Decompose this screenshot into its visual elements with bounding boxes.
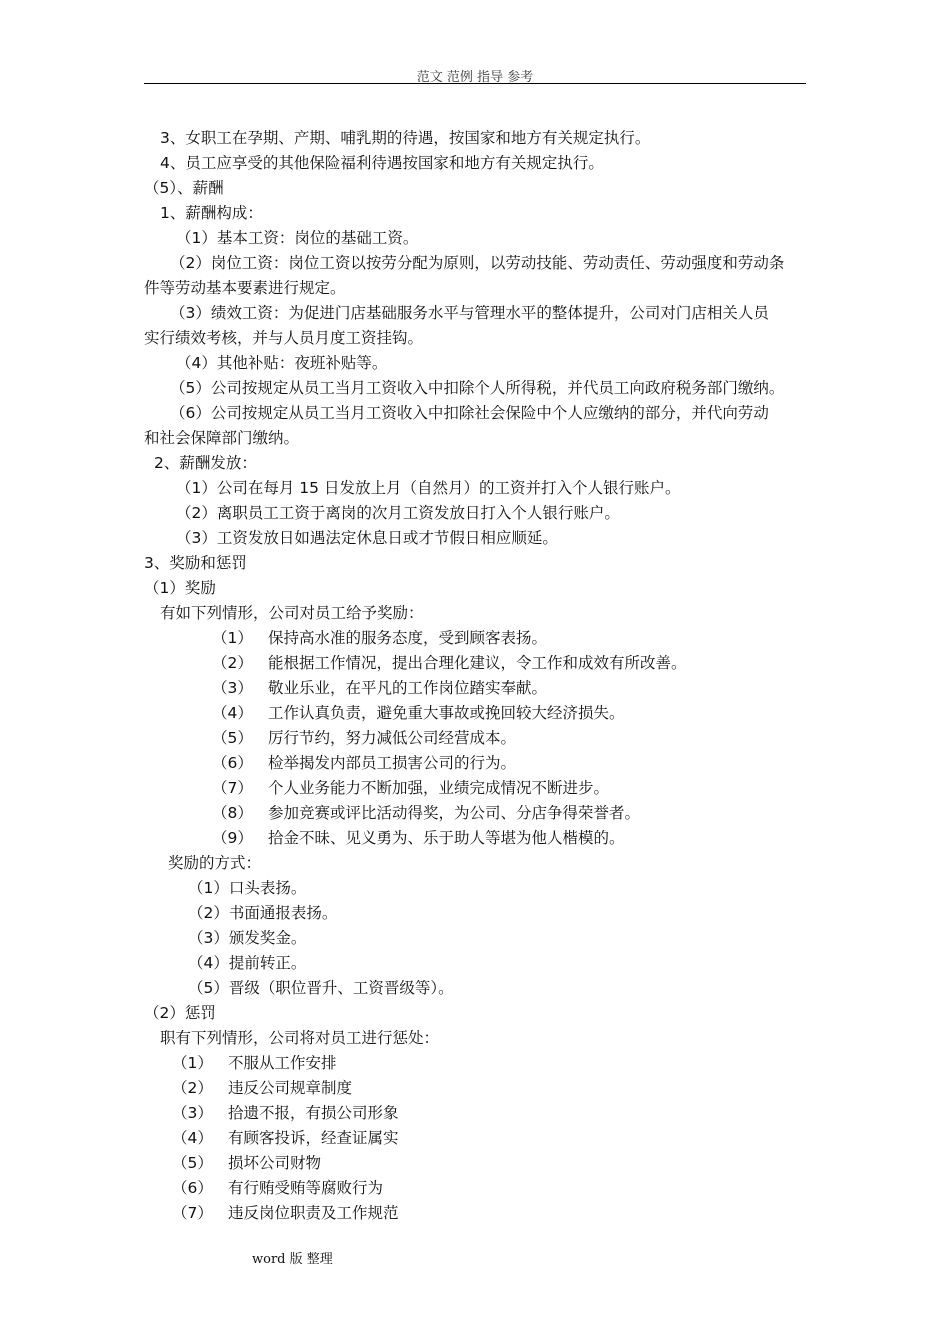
list-item-text: 工作认真负责，避免重大事故或挽回较大经济损失。	[268, 704, 625, 722]
list-number: （8）	[212, 804, 253, 822]
list-item	[212, 728, 516, 748]
list-number: （4）	[172, 1129, 213, 1147]
text-line: 件等劳动基本要素进行规定。	[144, 279, 346, 297]
list-item-text: 厉行节约，努力减低公司经营成本。	[268, 729, 517, 747]
subsection-heading: （1）奖励	[144, 579, 216, 597]
text-line: （2）离职员工工资于离岗的次月工资发放日打入个人银行账户。	[176, 504, 620, 522]
text-line: 实行绩效考核，并与人员月度工资挂钩。	[144, 329, 424, 347]
list-number: （2）	[172, 1079, 213, 1097]
text-line: （3）工资发放日如遇法定休息日或才节假日相应顺延。	[176, 529, 558, 547]
text-line: （1）基本工资：岗位的基础工资。	[176, 229, 419, 247]
text-line: （1）公司在每月 15 日发放上月（自然月）的工资并打入个人银行账户。	[176, 479, 681, 497]
list-number: （1）	[212, 629, 253, 647]
list-number: （5）	[212, 729, 253, 747]
list-item-text: 个人业务能力不断加强，业绩完成情况不断进步。	[268, 779, 610, 797]
list-number: （6）	[212, 754, 253, 772]
text-line: （1）口头表扬。	[188, 879, 307, 897]
list-item	[212, 628, 547, 648]
list-item-text: 违反公司规章制度	[228, 1079, 353, 1097]
list-item-text: 有顾客投诉，经查证属实	[228, 1129, 399, 1147]
list-item-text: 拾遗不报，有损公司形象	[228, 1104, 399, 1122]
list-item	[172, 1103, 399, 1123]
section-heading: 3、奖励和惩罚	[144, 554, 247, 572]
list-item	[212, 828, 625, 848]
list-item-text: 保持高水准的服务态度，受到顾客表扬。	[268, 629, 548, 647]
text-line: （6）公司按规定从员工当月工资收入中扣除社会保险中个人应缴纳的部分，并代向劳动	[170, 404, 769, 422]
list-item	[172, 1078, 352, 1098]
list-item-text: 违反岗位职责及工作规范	[228, 1204, 399, 1222]
text-line: 和社会保障部门缴纳。	[144, 429, 300, 447]
text-line: （2）岗位工资：岗位工资以按劳分配为原则，以劳动技能、劳动责任、劳动强度和劳动条	[170, 254, 785, 272]
text-line: （3）绩效工资：为促进门店基础服务水平与管理水平的整体提升，公司对门店相关人员	[170, 304, 769, 322]
list-item	[212, 803, 640, 823]
subsection-heading: （2）惩罚	[144, 1004, 216, 1022]
list-item	[212, 753, 516, 773]
page-header: 范文 范例 指导 参考	[416, 70, 534, 85]
list-number: （3）	[212, 679, 253, 697]
list-item	[212, 703, 625, 723]
list-item-text: 检举揭发内部员工损害公司的行为。	[268, 754, 517, 772]
list-number: （2）	[212, 654, 253, 672]
list-number: （1）	[172, 1054, 213, 1072]
list-number: （5）	[172, 1154, 213, 1172]
list-item	[172, 1053, 337, 1073]
text-line: （4）其他补贴：夜班补贴等。	[176, 354, 388, 372]
list-number: （4）	[212, 704, 253, 722]
list-number: （3）	[172, 1104, 213, 1122]
list-item	[172, 1153, 321, 1173]
text-line: 职有下列情形，公司将对员工进行惩处：	[160, 1029, 440, 1047]
subsection-heading: 2、薪酬发放：	[154, 454, 257, 472]
text-line: （5）晋级（职位晋升、工资晋级等）。	[188, 979, 454, 997]
list-number: （9）	[212, 829, 253, 847]
header-divider	[144, 83, 806, 84]
text-line: （4）提前转正。	[188, 954, 307, 972]
text-line: （5）公司按规定从员工当月工资收入中扣除个人所得税，并代员工向政府税务部门缴纳。	[170, 379, 785, 397]
text-line: 3、女职工在孕期、产期、哺乳期的待遇，按国家和地方有关规定执行。	[160, 129, 651, 147]
list-item-text: 参加竞赛或评比活动得奖，为公司、分店争得荣誉者。	[268, 804, 641, 822]
text-line: 4、员工应享受的其他保险福利待遇按国家和地方有关规定执行。	[160, 154, 604, 172]
section-heading: （5）、薪酬	[144, 179, 224, 197]
list-item-text: 不服从工作安排	[228, 1054, 337, 1072]
list-item	[212, 778, 609, 798]
page-footer: word 版 整理	[252, 1252, 333, 1267]
list-number: （7）	[212, 779, 253, 797]
list-item-text: 有行贿受贿等腐败行为	[228, 1179, 384, 1197]
list-item	[212, 653, 687, 673]
list-item-text: 损坏公司财物	[228, 1154, 322, 1172]
text-line: （3）颁发奖金。	[188, 929, 307, 947]
text-line: （2）书面通报表扬。	[188, 904, 338, 922]
list-item-text: 敬业乐业，在平凡的工作岗位踏实奉献。	[268, 679, 548, 697]
list-item	[212, 678, 547, 698]
subsection-heading: 奖励的方式：	[168, 854, 262, 872]
list-number: （7）	[172, 1204, 213, 1222]
list-item	[172, 1203, 399, 1223]
list-number: （6）	[172, 1179, 213, 1197]
list-item	[172, 1128, 399, 1148]
subsection-heading: 1、薪酬构成：	[160, 204, 263, 222]
list-item-text: 能根据工作情况，提出合理化建议，令工作和成效有所改善。	[268, 654, 687, 672]
text-line: 有如下列情形，公司对员工给予奖励：	[160, 604, 424, 622]
list-item	[172, 1178, 383, 1198]
list-item-text: 拾金不昧、见义勇为、乐于助人等堪为他人楷模的。	[268, 829, 625, 847]
